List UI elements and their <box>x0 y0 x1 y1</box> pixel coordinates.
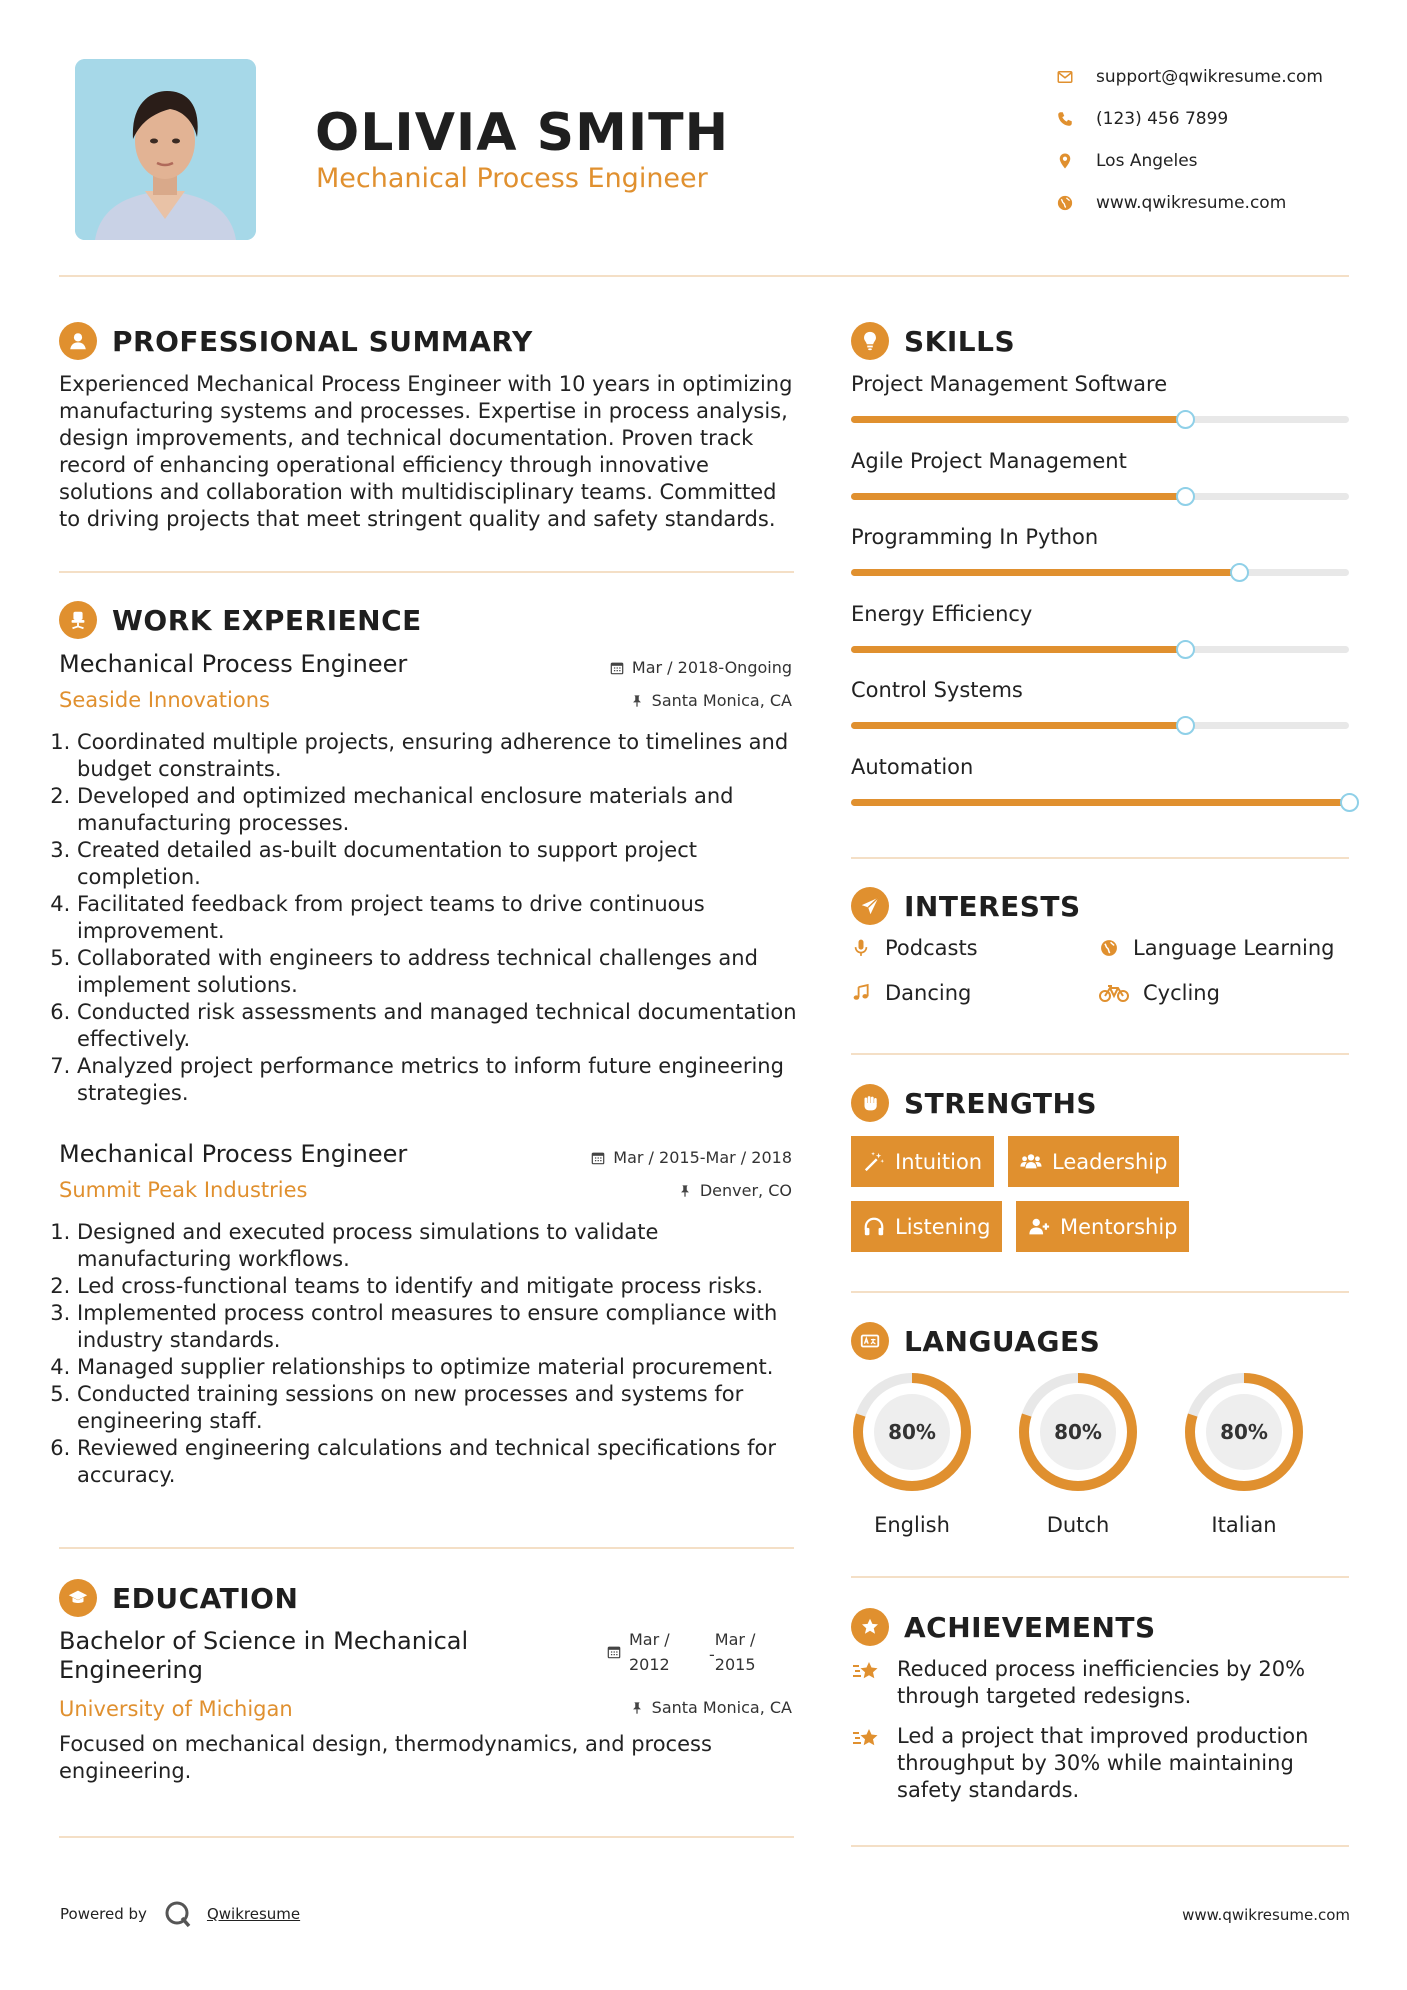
work-heading <box>59 601 422 639</box>
summary-heading <box>59 322 533 360</box>
contact-location <box>1056 140 1323 182</box>
language-percent: 80% <box>1054 1420 1102 1444</box>
shooting-star-icon <box>851 1723 881 1753</box>
list-item: 5. Conducted training sessions on new processes and systems for engineering staff. <box>77 1381 799 1435</box>
job-2-dates-text: Mar / 2015-Mar / 2018 <box>613 1148 792 1167</box>
education-divider <box>59 1836 794 1838</box>
strengths-title: STRENGTHS <box>904 1086 1098 1120</box>
user-plus-icon <box>1028 1216 1050 1238</box>
footer-powered-by <box>60 1899 300 1929</box>
strength-label: Leadership <box>1052 1149 1168 1174</box>
map-pin-icon <box>1056 152 1074 170</box>
education-heading <box>59 1579 298 1617</box>
shooting-star-icon <box>851 1656 881 1686</box>
skill-knob <box>1176 487 1195 506</box>
list-item: 4. Facilitated feedback from project teams to drive continuous improvement. <box>77 891 799 945</box>
language-item <box>851 1371 973 1537</box>
language-name: English <box>874 1513 950 1537</box>
education-end: Mar / 2015 <box>714 1630 756 1674</box>
skill-name: Energy Efficiency <box>851 601 1033 626</box>
summary-divider <box>59 571 794 573</box>
graduation-icon <box>59 1579 97 1617</box>
skill-fill <box>851 646 1185 653</box>
list-item: 6. Conducted risk assessments and managed technical documentation effectively. <box>77 999 799 1053</box>
achievements-title: ACHIEVEMENTS <box>904 1610 1156 1644</box>
fist-icon <box>851 1084 889 1122</box>
interests-heading <box>851 887 1081 925</box>
skill-knob <box>1230 563 1249 582</box>
education-location-text: Santa Monica, CA <box>651 1698 792 1717</box>
candidate-title: Mechanical Process Engineer <box>316 163 708 194</box>
work-title: WORK EXPERIENCE <box>112 603 422 637</box>
strengths-heading <box>851 1084 1097 1122</box>
achievement-text: Led a project that improved production throughput by 30% while maintaining safety standards. <box>897 1724 1309 1802</box>
strength-label: Listening <box>895 1214 991 1239</box>
contact-phone-text: (123) 456 7899 <box>1096 109 1229 129</box>
languages-divider <box>851 1576 1349 1578</box>
microphone-icon <box>851 938 871 958</box>
achievement-item-1 <box>851 1656 1321 1710</box>
skill-fill <box>851 722 1185 729</box>
list-item: 1. Designed and executed process simulations to validate manufacturing workflows. <box>77 1219 799 1273</box>
skill-knob <box>1176 410 1195 429</box>
lightbulb-icon <box>851 322 889 360</box>
skill-track <box>851 569 1349 576</box>
interest-podcasts <box>851 936 978 960</box>
job-1-title: Mechanical Process Engineer <box>59 650 408 678</box>
interest-label: Cycling <box>1143 981 1220 1005</box>
skill-fill <box>851 799 1349 806</box>
summary-title: PROFESSIONAL SUMMARY <box>112 324 533 358</box>
contact-email-text: support@qwikresume.com <box>1096 67 1323 87</box>
skills-divider <box>851 857 1349 859</box>
achievements-heading <box>851 1608 1156 1646</box>
list-item: 2. Developed and optimized mechanical enclosure materials and manufacturing processes. <box>77 783 799 837</box>
languages-heading <box>851 1322 1100 1360</box>
strengths-divider <box>851 1291 1349 1293</box>
pushpin-icon <box>630 1701 644 1715</box>
list-item: 4. Managed supplier relationships to optimize material procurement. <box>77 1354 799 1381</box>
contact-info <box>1056 56 1323 224</box>
job-1-dates-text: Mar / 2018-Ongoing <box>631 658 792 677</box>
language-name: Dutch <box>1046 1513 1110 1537</box>
profile-photo <box>75 59 256 240</box>
skill-track <box>851 493 1349 500</box>
job-2-location-text: Denver, CO <box>699 1181 792 1200</box>
header-divider <box>59 275 1349 277</box>
interest-dancing <box>851 981 971 1005</box>
language-percent: 80% <box>888 1420 936 1444</box>
job-2-title: Mechanical Process Engineer <box>59 1140 408 1168</box>
list-item: 3. Implemented process control measures to ensure compliance with industry standards. <box>77 1300 799 1354</box>
skill-track <box>851 799 1349 806</box>
work-divider <box>59 1547 794 1549</box>
job-1-location <box>630 691 792 710</box>
job-2-bullets <box>59 1219 799 1489</box>
contact-website[interactable] <box>1056 182 1323 224</box>
list-item: 1. Coordinated multiple projects, ensuring adherence to timelines and budget constraints. <box>77 729 799 783</box>
strength-listening <box>851 1201 1002 1252</box>
office-chair-icon <box>59 601 97 639</box>
education-dates <box>607 1627 769 1677</box>
education-text: Focused on mechanical design, thermodynamics, and process engineering. <box>59 1732 712 1783</box>
strength-intuition <box>851 1136 994 1187</box>
achievement-text: Reduced process inefficiencies by 20% through targeted redesigns. <box>897 1657 1306 1708</box>
interest-language-learning <box>1099 936 1334 960</box>
strength-label: Mentorship <box>1060 1214 1178 1239</box>
skill-track <box>851 722 1349 729</box>
achievement-item-2 <box>851 1723 1321 1804</box>
achievements-divider <box>851 1845 1349 1847</box>
interest-label: Dancing <box>885 981 972 1005</box>
globe-icon <box>1099 938 1119 958</box>
education-title: EDUCATION <box>112 1581 299 1615</box>
skills-heading <box>851 322 1015 360</box>
contact-email[interactable] <box>1056 56 1323 98</box>
skill-knob <box>1176 716 1195 735</box>
footer-website[interactable]: www.qwikresume.com <box>1182 1906 1350 1924</box>
list-item: 7. Analyzed project performance metrics to inform future engineering strategies. <box>77 1053 799 1107</box>
language-ring <box>851 1371 973 1493</box>
job-2-location <box>678 1181 792 1200</box>
education-location <box>630 1698 792 1717</box>
interests-divider <box>851 1053 1349 1055</box>
strength-mentorship <box>1016 1201 1189 1252</box>
skill-name: Agile Project Management <box>851 448 1127 473</box>
list-item: 5. Collaborated with engineers to address technical challenges and implement solutions. <box>77 945 799 999</box>
skill-fill <box>851 569 1239 576</box>
powered-by-label: Powered by <box>60 1905 147 1923</box>
languages-title: LANGUAGES <box>904 1324 1101 1358</box>
magic-wand-icon <box>863 1151 885 1173</box>
paper-plane-icon <box>851 887 889 925</box>
skill-name: Automation <box>851 754 974 779</box>
job-1-bullets <box>59 729 799 1107</box>
language-ring <box>1017 1371 1139 1493</box>
skill-track <box>851 646 1349 653</box>
interests-title: INTERESTS <box>904 889 1081 923</box>
language-percent: 80% <box>1220 1420 1268 1444</box>
star-badge-icon <box>851 1608 889 1646</box>
globe-icon <box>1056 194 1074 212</box>
list-item: 6. Reviewed engineering calculations and technical specifications for accuracy. <box>77 1435 799 1489</box>
skill-knob <box>1176 640 1195 659</box>
list-item: 3. Created detailed as-built documentation to support project completion. <box>77 837 799 891</box>
education-dash: - <box>709 1645 715 1664</box>
users-icon <box>1020 1151 1042 1173</box>
school-name: University of Michigan <box>59 1697 293 1721</box>
pushpin-icon <box>630 694 644 708</box>
language-card-icon <box>851 1322 889 1360</box>
job-2-company: Summit Peak Industries <box>59 1178 308 1202</box>
strength-label: Intuition <box>895 1149 983 1174</box>
skill-fill <box>851 416 1185 423</box>
user-icon <box>59 322 97 360</box>
job-1-company: Seaside Innovations <box>59 688 270 712</box>
envelope-icon <box>1056 68 1074 86</box>
candidate-name: OLIVIA SMITH <box>315 103 730 163</box>
job-1-dates <box>610 658 792 677</box>
headphones-icon <box>863 1216 885 1238</box>
contact-location-text: Los Angeles <box>1096 151 1198 171</box>
bicycle-icon <box>1099 983 1129 1003</box>
list-item: 2. Led cross-functional teams to identify and mitigate process risks. <box>77 1273 799 1300</box>
phone-icon <box>1056 110 1074 128</box>
interest-label: Podcasts <box>885 936 978 960</box>
skill-fill <box>851 493 1185 500</box>
skill-name: Programming In Python <box>851 525 1099 549</box>
qwikresume-link[interactable]: Qwikresume <box>206 1905 301 1923</box>
pushpin-icon <box>678 1184 692 1198</box>
job-1-location-text: Santa Monica, CA <box>651 691 792 710</box>
skills-title: SKILLS <box>904 324 1016 358</box>
interest-cycling <box>1099 981 1220 1005</box>
education-start: Mar / 2012 <box>629 1630 670 1674</box>
skill-track <box>851 416 1349 423</box>
contact-phone[interactable] <box>1056 98 1323 140</box>
degree-title: Bachelor of Science in Mechanical Engineering <box>59 1627 469 1684</box>
strength-leadership <box>1008 1136 1179 1187</box>
interest-label: Language Learning <box>1133 936 1335 960</box>
language-item <box>1017 1371 1139 1537</box>
job-2-dates <box>591 1148 792 1167</box>
language-name: Italian <box>1211 1513 1277 1537</box>
music-note-icon <box>851 983 871 1003</box>
summary-text: Experienced Mechanical Process Engineer with 10 years in optimizing manufacturing systems and processes. Expertise in process analysis, design improvements, and technical documentation. Proven track record of enhancing operational efficiency through innovative solutions and collaboration with multidisciplinary teams. Committed to driving projects that meet stringent quality and safety standards. <box>59 372 793 531</box>
calendar-icon <box>607 1645 621 1659</box>
skill-name: Project Management Software <box>851 372 1168 396</box>
qwikresume-logo-icon <box>163 1899 193 1929</box>
language-ring <box>1183 1371 1305 1493</box>
calendar-icon <box>610 661 624 675</box>
skill-name: Control Systems <box>851 678 1023 702</box>
calendar-icon <box>591 1151 605 1165</box>
language-item <box>1183 1371 1305 1537</box>
contact-website-text: www.qwikresume.com <box>1096 193 1287 213</box>
skill-knob <box>1340 793 1359 812</box>
